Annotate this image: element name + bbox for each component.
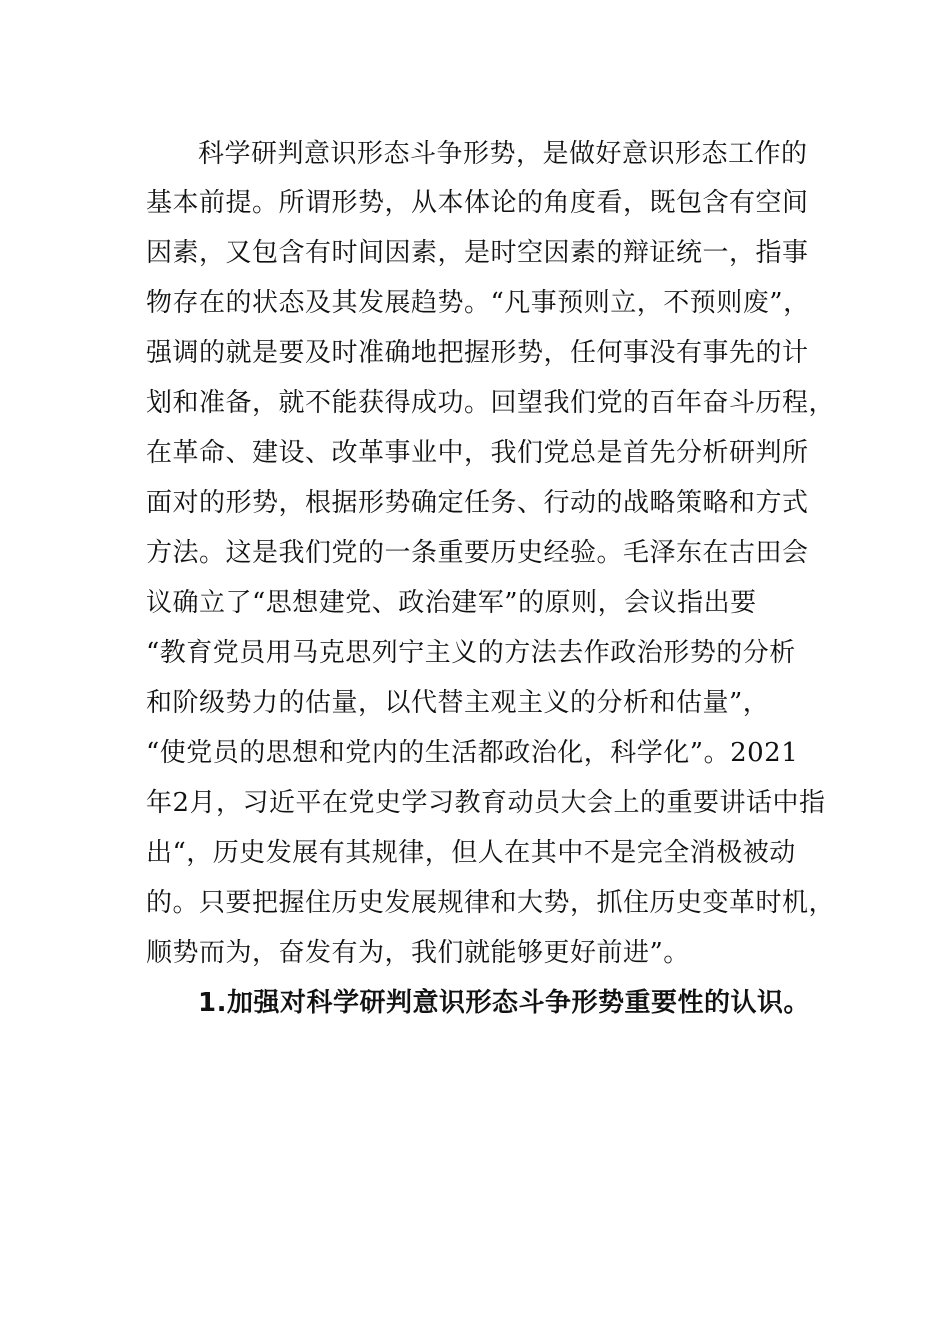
paragraph-line: 物存在的状态及其发展趋势。“凡事预则立，不预则废”，: [146, 288, 810, 318]
paragraph-line: 科学研判意识形态斗争形势，是做好意识形态工作的: [198, 139, 808, 169]
paragraph-line: “使党员的思想和党内的生活都政治化，科学化”。2021: [146, 738, 799, 768]
paragraph-line: 划和准备，就不能获得成功。回望我们党的百年奋斗历程，: [146, 388, 836, 418]
paragraph-line: 议确立了“思想建党、政治建军”的原则，会议指出要: [146, 588, 757, 618]
paragraph-line: “教育党员用马克思列宁主义的方法去作政治形势的分析: [146, 638, 796, 668]
paragraph-line: 因素，又包含有时间因素，是时空因素的辩证统一，指事: [146, 238, 809, 268]
paragraph-line: 面对的形势，根据形势确定任务、行动的战略策略和方式: [146, 488, 809, 518]
paragraph-line: 出“，历史发展有其规律，但人在其中不是完全消极被动: [146, 838, 796, 868]
paragraph-line: 和阶级势力的估量，以代替主观主义的分析和估量”，: [146, 688, 770, 718]
paragraph-line: 方法。这是我们党的一条重要历史经验。毛泽东在古田会: [146, 538, 809, 568]
section-heading: 1.加强对科学研判意识形态斗争形势重要性的认识。: [198, 988, 810, 1018]
paragraph-line: 顺势而为，奋发有为，我们就能够更好前进”。: [146, 938, 690, 968]
paragraph-line: 年2月，习近平在党史学习教育动员大会上的重要讲话中指: [146, 788, 826, 818]
paragraph-line: 的。只要把握住历史发展规律和大势，抓住历史变革时机，: [146, 888, 836, 918]
paragraph-line: 强调的就是要及时准确地把握形势，任何事没有事先的计: [146, 338, 809, 368]
paragraph-line: 在革命、建设、改革事业中，我们党总是首先分析研判所: [146, 438, 809, 468]
paragraph-line: 基本前提。所谓形势，从本体论的角度看，既包含有空间: [146, 188, 809, 218]
